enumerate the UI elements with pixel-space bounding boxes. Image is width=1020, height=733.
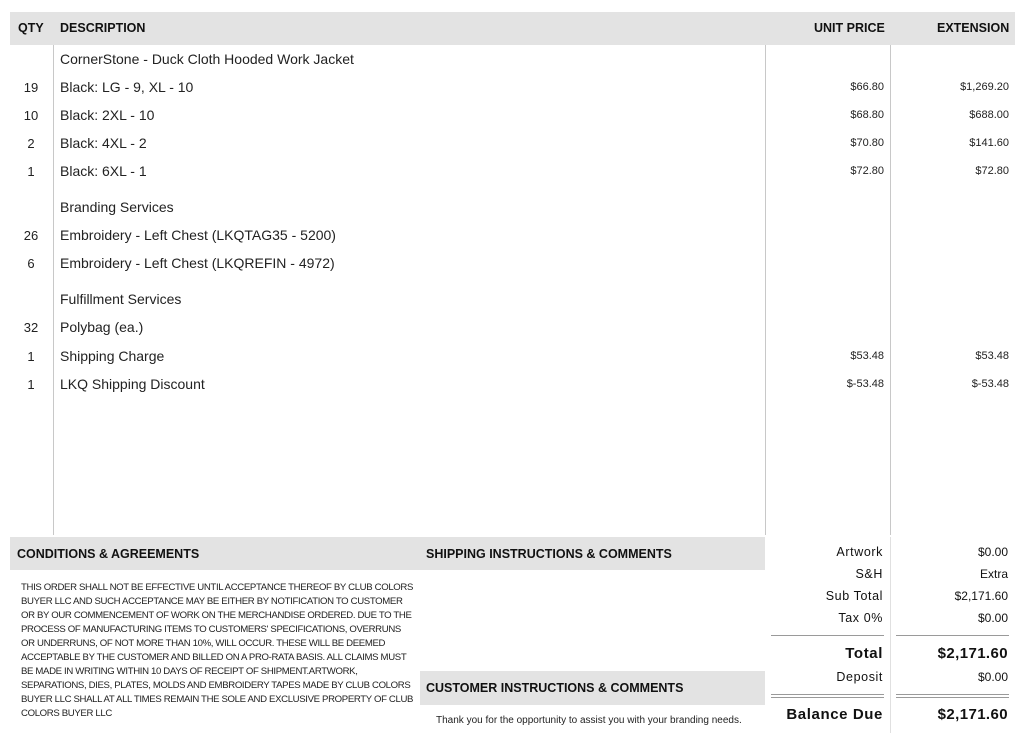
sh-label: S&H: [855, 567, 883, 581]
item-unit-price: $72.80: [850, 165, 884, 177]
conditions-text: THIS ORDER SHALL NOT BE EFFECTIVE UNTIL ACCEPTANCE THEREOF BY CLUB COLORS BUYER LLC AND SUCH ACCEPTANCE MAY BE EITHER BY NOTIFICATION TO CUSTOMER OR BY OUR COMMENCEMENT OF WORK ON THE MERCHANDISE ORDERED. DUE TO THE PROCESS OF MANUFACTURING ITEMS TO CUSTOMERS' SPECIFICATIONS, OVERRUNS OR UNDERRUNS, OF NOT MORE THAN 10%, WILL OCCUR. THESE WILL BE DEEMED ACCEPTABLE BY THE CUSTOMER AND BILLED ON A PRO-RATA BASIS. ALL CLAIMS MUST BE MADE IN WRITING WITHIN 10 DAYS OF RECEIPT OF SHIPMENT.ARTWORK, SEPARATIONS, DIES, PLATES, MOLDS AND EMBROIDERY TAPES MADE BY CLUB COLORS BUYER LLC SHALL AT ALL TIMES REMAIN THE SOLE AND EXCLUSIVE PROPERTY OF CLUB COLORS BUYER LLC: [21, 582, 414, 719]
sh-value: Extra: [979, 567, 1008, 581]
tax-value: $0.00: [977, 611, 1008, 625]
item-qty: 26: [23, 228, 39, 243]
item-description: Black: 6XL - 1: [60, 163, 147, 179]
total-rule: [771, 635, 884, 636]
deposit-label: Deposit: [836, 670, 883, 684]
item-description: Black: LG - 9, XL - 10: [60, 79, 194, 95]
item-qty: 6: [27, 256, 35, 271]
item-description: CornerStone - Duck Cloth Hooded Work Jacket: [60, 51, 354, 67]
subtotal-value: $2,171.60: [954, 589, 1008, 603]
balance-due-label: Balance Due: [786, 706, 883, 723]
item-unit-price: $70.80: [850, 137, 884, 149]
item-description: Shipping Charge: [60, 348, 165, 364]
item-description: LKQ Shipping Discount: [60, 376, 205, 392]
item-unit-price: $-53.48: [846, 378, 884, 390]
balance-rule: [771, 694, 884, 695]
unit-price-column-divider: [765, 45, 766, 535]
item-extension: $53.48: [975, 350, 1009, 362]
item-qty: 1: [27, 164, 35, 179]
balance-due-value: $2,171.60: [937, 706, 1008, 723]
qty-column-divider: [53, 45, 54, 535]
customer-instructions-text: Thank you for the opportunity to assist you with your branding needs.: [436, 715, 742, 726]
deposit-value: $0.00: [977, 670, 1008, 684]
tax-label: Tax 0%: [838, 611, 883, 625]
qty-header: QTY: [18, 21, 44, 35]
customer-instructions-title: CUSTOMER INSTRUCTIONS & COMMENTS: [426, 681, 684, 695]
extension-header: EXTENSION: [937, 21, 1010, 35]
item-unit-price: $66.80: [850, 81, 884, 93]
artwork-label: Artwork: [836, 545, 883, 559]
item-unit-price: $53.48: [850, 350, 884, 362]
item-description: Black: 2XL - 10: [60, 107, 155, 123]
item-extension: $72.80: [975, 165, 1009, 177]
conditions-title: CONDITIONS & AGREEMENTS: [17, 547, 200, 561]
artwork-value: $0.00: [977, 545, 1008, 559]
item-extension: $-53.48: [971, 378, 1009, 390]
balance-rule: [771, 697, 884, 698]
item-extension: $141.60: [969, 137, 1009, 149]
unit-price-header: UNIT PRICE: [814, 21, 885, 35]
item-description: Black: 4XL - 2: [60, 135, 147, 151]
item-extension: $1,269.20: [960, 81, 1009, 93]
balance-rule: [896, 694, 1009, 695]
item-qty: 19: [23, 80, 39, 95]
total-rule: [896, 635, 1009, 636]
item-description: Polybag (ea.): [60, 319, 144, 335]
item-qty: 10: [23, 108, 39, 123]
shipping-instructions-title: SHIPPING INSTRUCTIONS & COMMENTS: [426, 547, 672, 561]
total-label: Total: [845, 645, 883, 662]
item-description: Embroidery - Left Chest (LKQREFIN - 4972): [60, 255, 335, 271]
total-value: $2,171.60: [937, 645, 1008, 662]
item-unit-price: $68.80: [850, 109, 884, 121]
subtotal-label: Sub Total: [825, 589, 883, 603]
description-header: DESCRIPTION: [60, 21, 146, 35]
item-extension: $688.00: [969, 109, 1009, 121]
item-qty: 32: [23, 320, 39, 335]
item-qty: 1: [27, 377, 35, 392]
item-qty: 1: [27, 349, 35, 364]
item-description: Embroidery - Left Chest (LKQTAG35 - 5200): [60, 227, 336, 243]
item-section-heading: Branding Services: [60, 199, 174, 215]
item-qty: 2: [27, 136, 35, 151]
extension-column-divider: [890, 45, 891, 535]
item-section-heading: Fulfillment Services: [60, 291, 182, 307]
balance-rule: [896, 697, 1009, 698]
